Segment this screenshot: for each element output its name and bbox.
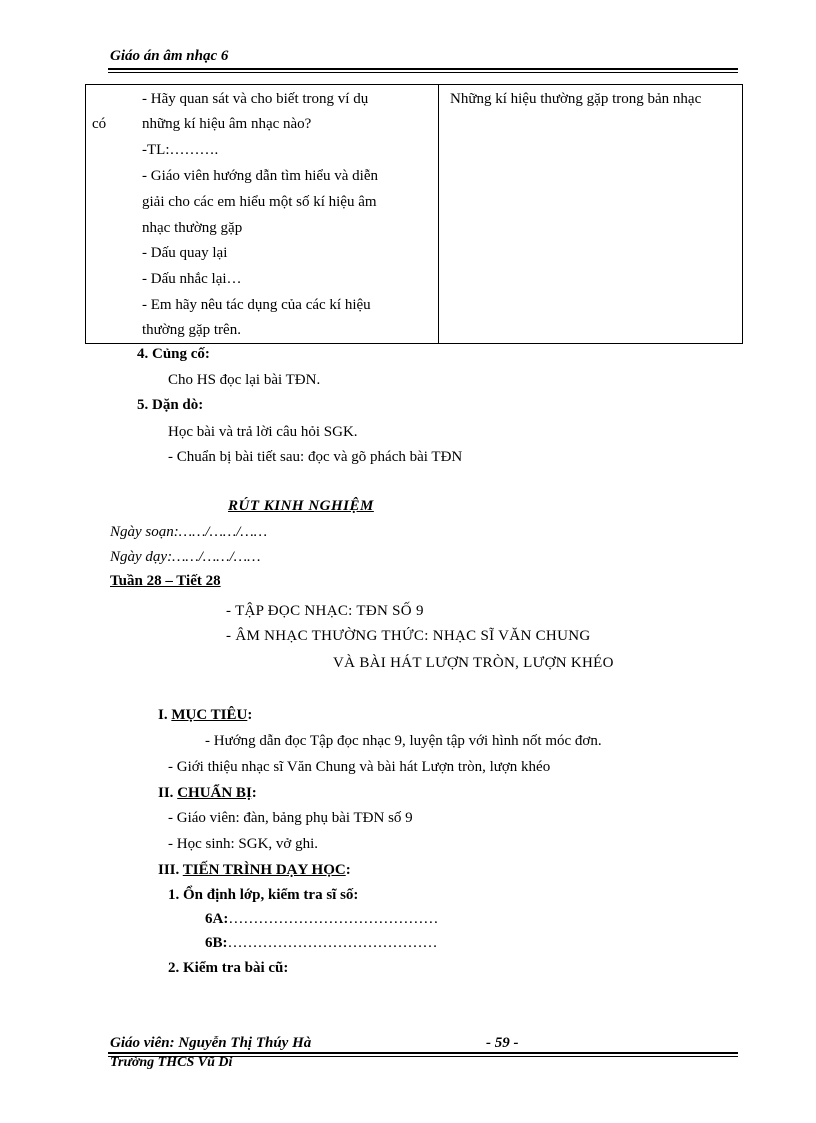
class-6b-label: 6B: — [205, 935, 228, 951]
experience-title: RÚT KINH NGHIỆM — [228, 498, 374, 514]
table-line-2: những kí hiệu âm nhạc nào? — [142, 116, 312, 132]
class-6b-row — [205, 935, 438, 952]
lesson-table — [85, 84, 743, 344]
footer-school: Trường THCS Vũ Di — [110, 1055, 233, 1070]
process-step-1: 1. Ổn định lớp, kiểm tra sĩ số: — [168, 887, 359, 903]
preparation-num: II. — [158, 785, 174, 801]
class-6a-label: 6A: — [205, 911, 229, 927]
objectives-num: I. — [158, 707, 168, 723]
preparation-line-2: - Học sinh: SGK, vở ghi. — [168, 836, 319, 852]
process-title: TIẾN TRÌNH DẠY HỌC — [182, 862, 346, 878]
consolidate-heading: 4. Củng cố: — [137, 346, 210, 362]
objectives-heading: I. MỤC TIÊU: — [158, 707, 253, 723]
table-divider — [438, 85, 439, 343]
teach-date: Ngày dạy:……/……/…… — [110, 549, 261, 565]
class-6b-dots: …………………………………… — [227, 935, 438, 951]
preparation-heading: II. CHUẨN BỊ: — [158, 785, 257, 801]
homework-line-2: - Chuẩn bị bài tiết sau: đọc và gõ phách bài TĐN — [168, 449, 463, 465]
table-left-prefix: có — [92, 116, 107, 132]
process-step-2: 2. Kiểm tra bài cũ: — [168, 960, 289, 976]
preparation-line-1: - Giáo viên: đàn, bảng phụ bài TĐN số 9 — [168, 810, 413, 826]
prep-date: Ngày soạn:……/……/…… — [110, 524, 268, 540]
table-line-6: nhạc thường gặp — [142, 220, 243, 236]
table-line-7: - Dấu quay lại — [142, 245, 228, 261]
week-label: Tuần 28 – Tiết 28 — [110, 573, 221, 589]
objectives-line-1: - Hướng dẫn đọc Tập đọc nhạc 9, luyện tập với hình nốt móc đơn. — [205, 733, 602, 749]
footer-teacher: Giáo viên: Nguyễn Thị Thúy Hà — [110, 1035, 312, 1051]
objectives-line-2: - Giới thiệu nhạc sĩ Văn Chung và bài hát Lượn tròn, lượn khéo — [168, 759, 551, 775]
preparation-title: CHUẨN BỊ — [177, 785, 252, 801]
homework-line-1: Học bài và trả lời câu hỏi SGK. — [168, 424, 358, 440]
header-rule-thick — [108, 68, 738, 70]
table-right-cell: Những kí hiệu thường gặp trong bản nhạc — [450, 91, 702, 107]
process-num: III. — [158, 862, 180, 878]
consolidate-text: Cho HS đọc lại bài TĐN. — [168, 372, 321, 388]
lesson-title-3: VÀ BÀI HÁT LƯỢN TRÒN, LƯỢN KHÉO — [333, 655, 614, 671]
objectives-title: MỤC TIÊU — [171, 707, 248, 723]
footer-rule-thick — [108, 1052, 738, 1054]
table-line-3: -TL:………. — [142, 142, 219, 158]
table-line-1: - Hãy quan sát và cho biết trong ví dụ — [142, 91, 369, 107]
class-6a-row — [205, 911, 438, 928]
class-6a-dots: …………………………………… — [228, 911, 439, 927]
process-heading: III. TIẾN TRÌNH DẠY HỌC: — [158, 862, 351, 878]
table-line-8: - Dấu nhắc lại… — [142, 271, 242, 287]
header-title: Giáo án âm nhạc 6 — [110, 48, 229, 64]
lesson-title-1: - TẬP ĐỌC NHẠC: TĐN SỐ 9 — [226, 603, 424, 619]
table-line-9: - Em hãy nêu tác dụng của các kí hiệu — [142, 297, 371, 313]
header-rule-thin — [108, 72, 738, 73]
table-line-5: giải cho các em hiểu một số kí hiệu âm — [142, 194, 377, 210]
footer-page-number: - 59 - — [486, 1035, 519, 1051]
table-line-4: - Giáo viên hướng dẫn tìm hiểu và diễn — [142, 168, 379, 184]
lesson-title-2: - ÂM NHẠC THƯỜNG THỨC: NHẠC SĨ VĂN CHUNG — [226, 628, 591, 644]
table-line-10: thường gặp trên. — [142, 322, 241, 338]
homework-heading: 5. Dặn dò: — [137, 397, 204, 413]
